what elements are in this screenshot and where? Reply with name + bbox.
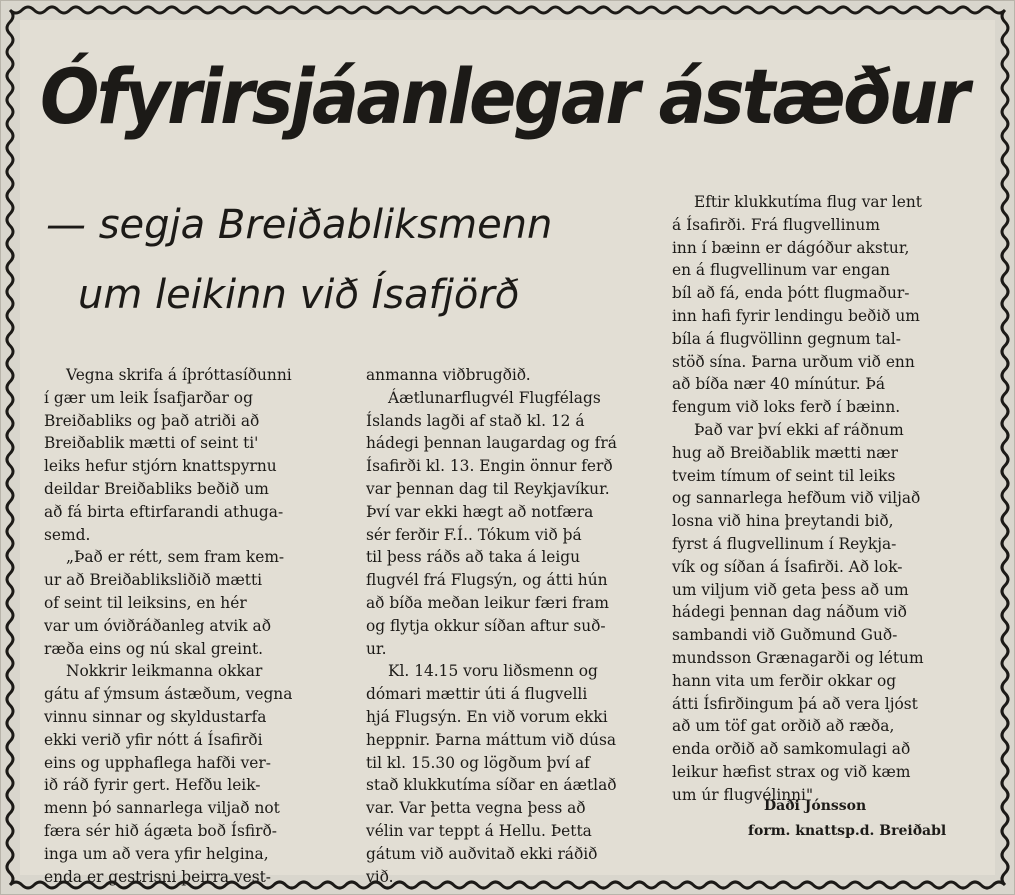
- article-line: Því var ekki hægt að notfæra: [366, 502, 594, 521]
- article-line: til kl. 15.30 og lögðum því af: [366, 753, 590, 772]
- article-line: of seint til leiksins, en hér: [44, 593, 247, 612]
- article-line: „Það er rétt, sem fram kem-: [66, 548, 285, 567]
- article-line: að fá birta eftirfarandi athuga-: [44, 502, 284, 521]
- article-line: að bíða nær 40 mínútur. Þá: [672, 375, 886, 394]
- article-line: á Ísafirði. Frá flugvellinum: [672, 215, 880, 234]
- article-line: eins og upphaflega hafði ver-: [44, 753, 271, 772]
- article-line: inn í bæinn er dágóður akstur,: [672, 238, 910, 257]
- article-line: gátum við auðvitað ekki ráðið: [366, 844, 598, 863]
- article-line: vík og síðan á Ísafirði. Að lok-: [672, 557, 903, 576]
- article-column-2: [366, 364, 666, 888]
- article-line: Breiðabliks og það atriði að: [44, 411, 260, 430]
- article-line: sér ferðir F.Í.. Tókum við þá: [366, 525, 582, 544]
- article-line: ur að Breiðabliksliðið mætti: [44, 571, 263, 590]
- article-line: dómari mættir úti á flugvelli: [366, 685, 588, 704]
- article-line: ur.: [366, 639, 387, 658]
- article-line: vinnu sinnar og skyldustarfa: [44, 707, 267, 726]
- article-line: að bíða meðan leikur færi fram: [366, 593, 609, 612]
- article-line: og flytja okkur síðan aftur suð-: [366, 616, 606, 635]
- article-line: tveim tímum of seint til leiks: [672, 466, 896, 485]
- article-line: var um óviðráðanleg atvik að: [44, 616, 271, 635]
- headline: Ófyrirsjáanlegar ástæður: [40, 52, 968, 141]
- article-line: en á flugvellinum var engan: [672, 261, 890, 280]
- article-line: sambandi við Guðmund Guð-: [672, 626, 898, 645]
- article-line: inn hafi fyrir lendingu beðið um: [672, 306, 920, 325]
- article-line: semd.: [44, 525, 91, 544]
- article-line: enda er gestrisni þeirra vest-: [44, 867, 271, 886]
- article-line: Það var því ekki af ráðnum: [694, 420, 904, 439]
- subheadline-line-1: — segja Breiðabliksmenn: [46, 202, 553, 248]
- article-line: Nokkrir leikmanna okkar: [66, 662, 263, 681]
- article-line: Vegna skrifa á íþróttasíðunni: [66, 366, 292, 384]
- article-line: stöð sína. Þarna urðum við enn: [672, 352, 915, 371]
- article-line: var. Var þetta vegna þess að: [366, 799, 586, 818]
- signature-title: form. knattsp.d. Breiðabl: [748, 823, 947, 839]
- article-line: vélin var teppt á Hellu. Þetta: [366, 821, 592, 840]
- article-line: hádegi þennan dag náðum við: [672, 603, 907, 622]
- article-line: leiks hefur stjórn knattspyrnu: [44, 457, 277, 476]
- article-line: til þess ráðs að taka á leigu: [366, 548, 581, 567]
- article-column-1: [44, 364, 344, 888]
- article-line: ræða eins og nú skal greint.: [44, 639, 264, 658]
- article-line: enda orðið að samkomulagi að: [672, 740, 911, 759]
- article-line: Ísafirði kl. 13. Engin önnur ferð: [366, 457, 613, 476]
- article-line: inga um að vera yfir helgina,: [44, 844, 269, 863]
- article-line: heppnir. Þarna máttum við dúsa: [366, 730, 617, 749]
- article-line: bíl að fá, enda þótt flugmaður-: [672, 284, 910, 303]
- article-line: menn þó sannarlega viljað not: [44, 799, 280, 818]
- article-line: hjá Flugsýn. En við vorum ekki: [366, 707, 608, 726]
- article-line: bíla á flugvöllinn gegnum tal-: [672, 329, 901, 348]
- article-line: við.: [366, 867, 394, 886]
- article-line: losna við hina þreytandi bið,: [672, 512, 894, 531]
- article-line: hádegi þennan laugardag og frá: [366, 434, 617, 453]
- article-line: ekki verið yfir nótt á Ísafirði: [44, 730, 263, 749]
- article-line: að um töf gat orðið að ræða,: [672, 717, 895, 736]
- article-line: mundsson Grænagarði og létum: [672, 648, 924, 667]
- article-line: ið ráð fyrir gert. Hefðu leik-: [44, 776, 261, 795]
- subheadline-line-2: um leikinn við Ísafjörð: [78, 272, 520, 318]
- article-line: í gær um leik Ísafjarðar og: [44, 388, 253, 407]
- article-line: Íslands lagði af stað kl. 12 á: [366, 411, 585, 430]
- article-line: um úr flugvélinni": [672, 785, 814, 804]
- article-line: var þennan dag til Reykjavíkur.: [366, 479, 610, 498]
- article-column-3: [672, 191, 972, 807]
- article-line: Breiðablik mætti of seint ti': [44, 434, 259, 453]
- article-line: stað klukkutíma síðar en áætlað: [366, 776, 617, 795]
- article-line: átti Ísfirðingum þá að vera ljóst: [672, 694, 918, 713]
- signature-name: Daði Jónsson: [764, 798, 867, 814]
- article-line: gátu af ýmsum ástæðum, vegna: [44, 685, 293, 704]
- article-line: Kl. 14.15 voru liðsmenn og: [388, 662, 598, 681]
- article-line: Áætlunarflugvél Flugfélags: [388, 388, 601, 407]
- article-line: hug að Breiðablik mætti nær: [672, 443, 898, 462]
- article-line: fengum við loks ferð í bæinn.: [672, 398, 901, 417]
- article-line: anmanna viðbrugðið.: [366, 366, 531, 384]
- article-line: hann vita um ferðir okkar og: [672, 671, 897, 690]
- article-line: og sannarlega hefðum við viljað: [672, 489, 921, 508]
- article-line: deildar Breiðabliks beðið um: [44, 479, 269, 498]
- article-line: flugvél frá Flugsýn, og átti hún: [366, 571, 608, 590]
- article-line: fyrst á flugvellinum í Reykja-: [672, 534, 897, 553]
- article-line: leikur hæfist strax og við kæm: [672, 762, 911, 781]
- article-line: Eftir klukkutíma flug var lent: [694, 193, 922, 211]
- article-line: um viljum við geta þess að um: [672, 580, 909, 599]
- article-line: færa sér hið ágæta boð Ísfirð-: [44, 821, 277, 840]
